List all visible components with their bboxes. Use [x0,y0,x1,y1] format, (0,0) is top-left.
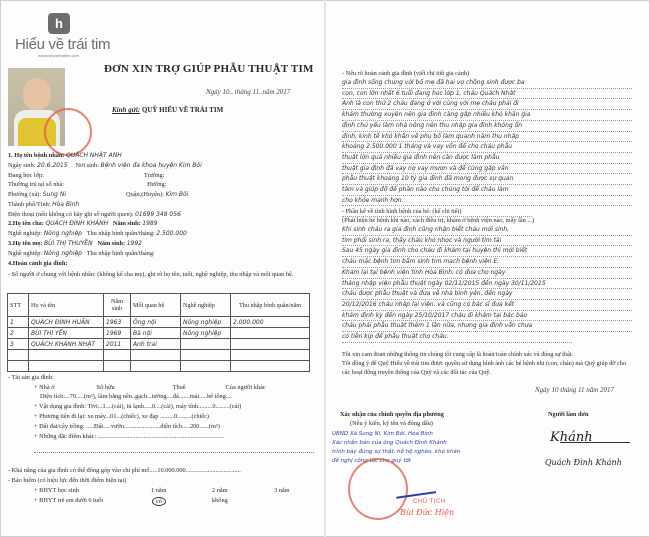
table-row: 1 QUÁCH ĐÌNH HUẤN 1963 Ông nội Nông nghiệp 2.000.000 [8,317,310,328]
phone-line: Điện thoại (nếu không có hãy ghi số người quen): 01699 348 056 [8,211,181,218]
addressee: Kính gửi: QUỸ HIẾU VỀ TRÁI TIM [112,106,224,114]
bhyt-child-line: + BHYT trẻ em dưới 6 tuổi có không [34,497,228,505]
form-title: ĐƠN XIN TRỢ GIÚP PHẪU THUẬT TIM [104,63,314,75]
date-top: Ngày 10.. tháng 11..năm 2017 [206,88,291,96]
circled-yes: có [152,497,166,506]
assets-label: - Tài sản gia đình: [8,374,54,381]
father-job-line: Nghề nghiệp: Nông nghiệp Thu nhập bình quân/tháng: 2.500.000 [8,230,187,237]
heart-h-logo-icon: h [48,13,70,34]
ward-line: Phường (xã): Sung Ni Quận,(Huyện): Kim Bôi [8,191,189,198]
mother-job-line: Nghề nghiệp: Nông nghiệp Thu nhập bình quân/tháng: [8,250,155,257]
bhyt-student-line: + BHYT học sinh 1 năm 2 năm 3 năm [34,487,290,494]
father-line: 2.Họ tên cha: QUÁCH ĐÌNH KHÁNH Năm sinh: 1989 [8,220,158,227]
table-row: 2 BÙI THỊ YẾN 1969 Bà nội Nông nghiệp [8,328,310,339]
local-authority-note: UBND Xã Sung Ni, Kim Bôi, Hòa Bình Xác nhận bản của ông Quách Đình Khánh trình bày đúng sự thật, hộ hộ nghèo, khó khăn đề nghị cộng tác cho quý tốt [332,431,461,464]
house-options: + Nhà ở Sở hữu Thuê Của người khác [34,384,266,391]
signature-stroke [560,442,630,443]
chairman-name: Bùi Đức Hiện [400,508,455,517]
table-row: 3 QUÁCH KHÁNH NHẬT 2011 Anh trai [8,339,310,350]
family-section-title: 4.Hoàn cảnh gia đình: [8,260,68,267]
logo-name: Hiểu về trái tim [15,36,111,53]
local-authority-label: Xác nhận của chính quyền địa phương [340,411,444,418]
city-line: Thành phố/Tỉnh: Hòa Bình [8,201,80,208]
illness-label: - Phần kể về tình hình bệnh của bé: (kể chi tiết) [342,208,462,215]
red-stamp-seal-icon [44,108,92,156]
family-members-table [7,293,310,372]
date-bottom: Ngày 10 tháng 11 năm 2017 [535,386,615,394]
insurance-label: - Bảo hiểm (có hiệu lực đến thời điểm hiện tại) [8,477,127,484]
family-note: - Số người ở chung với bệnh nhân: (không kể cha mẹ), ghi rõ họ tên, tuổi, nghề nghiệp, thu nhập và mối quan hệ. [8,271,294,278]
page-divider [324,0,326,537]
land-line: + Đất đai/cây trồng: .....Đất.....vườn.......................diện tích.....200......(m²) [34,423,220,430]
logo-url: www.hieuvetraitim.com [38,53,79,58]
table-header-row: STT Họ và tên Năm sinh Mối quan hệ Nghề nghiệp Thu nhập bình quân/năm [8,294,310,317]
local-authority-hint: (Nêu ý kiến, ký tên và đóng dấu) [350,420,433,427]
address-line: Thường trú tại số nhà: Đường: [8,181,167,188]
vehicles-line: + Phương tiện đi lại: xe máy...01...(chiếc), xe đạp .........0.........(chiếc) [34,413,209,420]
other-features-line: + Những đặc điểm khác: ................................................................................ [34,433,224,440]
patient-name-line: 1. Họ tên bệnh nhân: QUÁCH NHẬT ANH [8,152,122,159]
commitment-text: Tôi xin cam đoan những thông tin chúng tôi cung cấp là hoàn toàn chính xác và đúng sự thật. Tôi đồng ý để Quỹ Hiểu về trái tim được quyền sử dụng hình ảnh các bé bệnh nhi (con, cháu) mà Quỹ giúp đỡ cho các hoạt động truyền thông của Quỹ và các đối tác của Quỹ. [342,351,627,376]
applicant-signature: Khánh [550,430,593,445]
illness-hint: (Phát hiện bé bệnh khi nào, cách điều trị, khám ở bệnh viện nào, mấy lần ...) [342,217,535,224]
mother-line: 3.Họ tên mẹ: BÙI THỊ THUYỀN Năm sinh: 1992 [8,240,143,247]
dob-line: Ngày sinh: 20.6.2015 Nơi sinh: Bệnh viện đa khoa huyện Kim Bôi [8,162,202,169]
illness-text: Khi sinh cháu ra gia đình cũng nhận biết cháu mới sinh, tim phổi sinh ra, thấy cháu khó nhọc và người tím tái Sau 45 ngày gia đình cho cháu đi khám tại huyện thì mới biết cháu mắc bệnh tim bẩm sinh tim mạch bệnh viện E. Khám lại tại bệnh viện tỉnh Hòa Bình, có đưa cho ngày tháng nhập viện phẫu thuật ngày 02/11/2015 đến ngày 30/11/2015 cháu được phẫu thuật và đưa về nhà bình yên, đến ngày 20/12/2016 cháu nhập lại viện, và cũng có bác sĩ đưa kết khám định kỳ đến ngày 25/10/2017 cháu đi khám tại bác bảo cháu phải phẫu thuật thêm 1 lần nữa, nhưng gia đình vẫn chưa có tiền kịp để phẫu thuật cho cháu. [342,225,632,343]
applicant-label: Người làm đơn [548,411,589,418]
school-line: Đang học lớp: Trường: [8,172,165,179]
situation-label: - Nêu rõ hoàn cảnh gia đình (viết chi tiết gia cảnh) [342,70,470,77]
table-row [8,350,310,361]
applicant-name: Quách Đình Khánh [545,458,622,467]
house-area-line: Diện tích:...70.....(m²), làm bằng nền..gạch...tường....đá.......mái.....bê tông.... [40,393,233,400]
appliances-line: + Vật dụng gia đình: Tivi...1....(cái), tủ lạnh.....0....(cái), máy tính.........0.........(cái) [34,403,242,410]
blank-dotted-line [34,452,314,453]
table-row [8,361,310,372]
chairman-title: CHỦ TỊCH [413,499,446,505]
situation-text: gia đình sống chung với bố mẹ đã hai vợ chồng sinh được ba con, con lớn nhất 6 tuổi đang học lớp 1, cháu Quách Nhật Anh là con thứ 2 cháu đang ở với cùng với mẹ cháu phải đi khám thường xuyên nên gia đình càng gặp nhiều khó khăn gia đình chủ yếu làm nhà nông nên thu nhập gia đình không ổn định, kinh tế khó khăn về phụ bố làm quanh năm thu nhập khoảng 2.500.000 1 tháng và vay vốn để cho cháu phẫu thuật lớn quá nhiều gia đình nên cần được làm phẫu thuật gia đình đã vay nợ vay mượn và để cùng gặp vấn phẫu thuật khoảng 10 tỷ gia đình đã mong được sự quan tâm và giúp đỡ để phần nào cho chúng tôi để cháu làm cho khỏe mạnh hơn. [342,78,632,217]
contribution-line: - Khả năng của gia đình có thể đóng góp vào chi phí mổ.....10.000.000................................... [8,467,241,474]
